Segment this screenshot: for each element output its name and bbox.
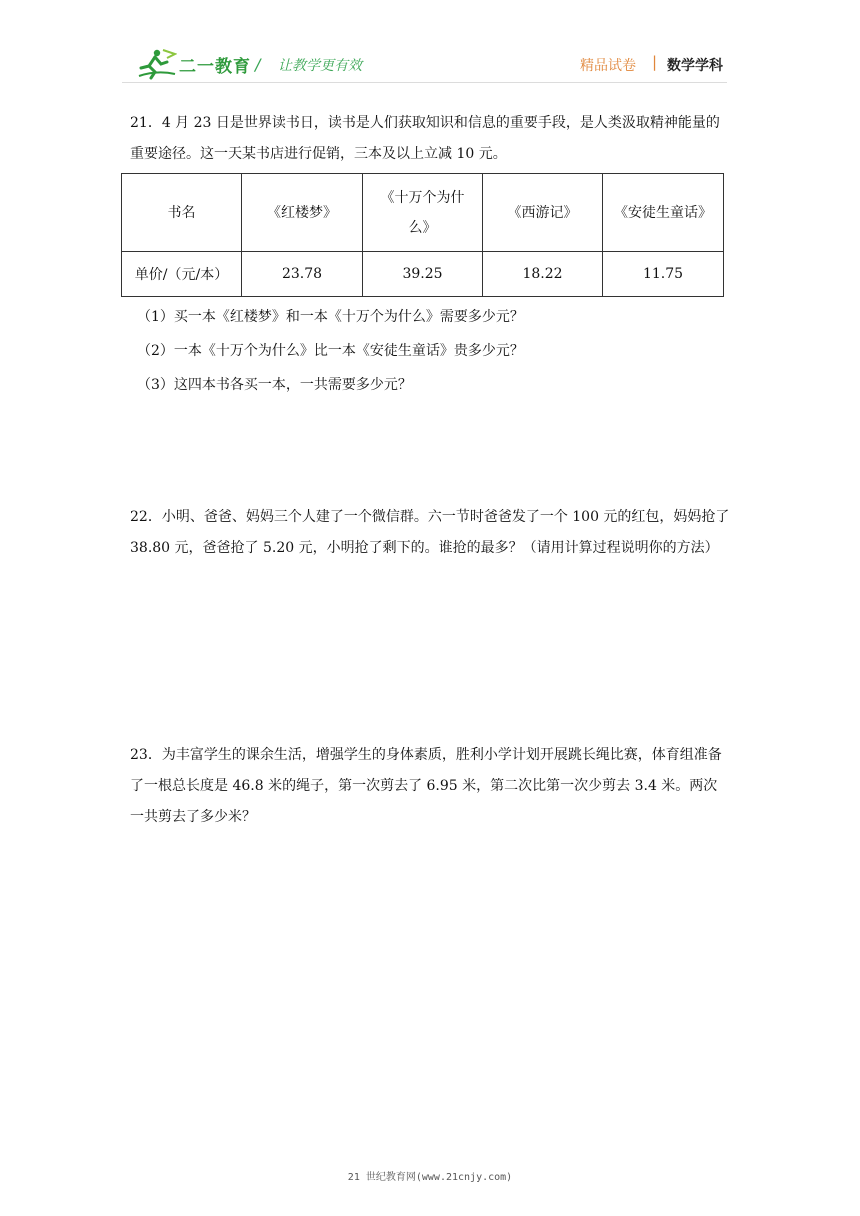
price-cell: 18.22 <box>483 252 603 297</box>
header-tag-premium: 精品试卷 <box>580 58 636 74</box>
page-header <box>0 0 860 95</box>
price-cell: 11.75 <box>603 252 724 297</box>
slogan-separator: / <box>255 55 261 74</box>
book-price-table <box>121 173 724 297</box>
question-21-part-1: （1）买一本《红楼梦》和一本《十万个为什么》需要多少元？ <box>137 309 524 325</box>
table-row <box>122 174 724 252</box>
page-footer: 21 世纪教育网(www.21cnjy.com) <box>347 1172 513 1183</box>
book-name-cell: 《红楼梦》 <box>242 174 363 252</box>
table-header-cell: 单价/（元/本） <box>122 252 242 297</box>
header-tag-subject: 数学学科 <box>667 58 723 74</box>
question-23-text: 23．为丰富学生的课余生活，增强学生的身体素质，胜利小学计划开展跳长绳比赛，体育组准备了一根总长度是 46.8 米的绳子，第一次剪去了 6.95 米，第二次比第一次少剪去 3.4 米。两次一共剪去了多少米？ <box>130 747 722 825</box>
question-21-part-3: （3）这四本书各买一本，一共需要多少元？ <box>137 377 412 393</box>
question-22-text: 22．小明、爸爸、妈妈三个人建了一个微信群。六一节时爸爸发了一个 100 元的红包，妈妈抢了 38.80 元，爸爸抢了 5.20 元，小明抢了剩下的。谁抢的最多？（请用计算过程说明你的方法） <box>130 509 730 556</box>
header-tag-separator: | <box>652 53 658 71</box>
logo-text: 二一教育 <box>179 57 251 77</box>
slogan: 让教学更有效 <box>278 58 362 74</box>
question-21-text: 21．4 月 23 日是世界读书日，读书是人们获取知识和信息的重要手段，是人类汲取精神能量的重要途径。这一天某书店进行促销，三本及以上立减 10 元。 <box>130 115 720 162</box>
header-divider <box>122 82 727 83</box>
price-cell: 39.25 <box>363 252 483 297</box>
question-21-part-2: （2）一本《十万个为什么》比一本《安徒生童话》贵多少元？ <box>137 343 524 359</box>
table-header-cell: 书名 <box>122 174 242 252</box>
logo <box>137 48 251 80</box>
runner-logo-icon <box>137 48 177 80</box>
book-name-cell: 《安徒生童话》 <box>603 174 724 252</box>
table-row <box>122 252 724 297</box>
price-cell: 23.78 <box>242 252 363 297</box>
book-name-cell: 《十万个为什么》 <box>363 174 483 252</box>
book-name-cell: 《西游记》 <box>483 174 603 252</box>
